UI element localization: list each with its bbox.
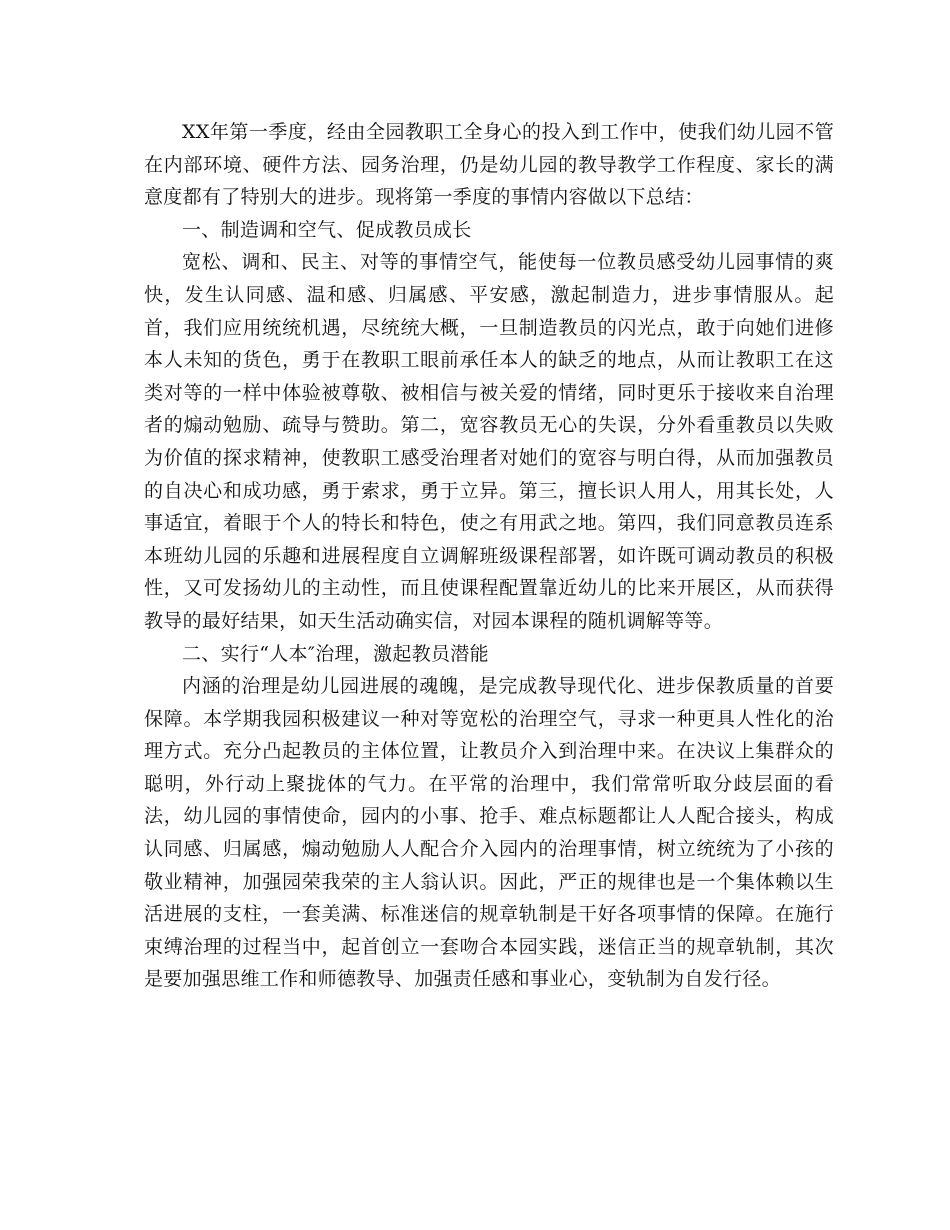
section-1-heading: 一、制造调和空气、促成教员成长 <box>182 218 472 241</box>
document-body <box>144 116 834 996</box>
section-2-paragraph: 内涵的治理是幼儿园进展的魂魄，是完成教导现代化、进步保教质量的首要保障。本学期我园积极建议一种对等宽松的治理空气，寻求一种更具人性化的治理方式。充分凸起教员的主体位置，让教员介入到治理中来。在决议上集群众的聪明，外行动上聚拢体的气力。在平常的治理中，我们常常听取分歧层面的看法，幼儿园的事情使命，园内的小事、抢手、难点标题都让人人配合接头，构成认同感、归属感，煽动勉励人人配合介入园内的治理事情，树立统统为了小孩的敬业精神，加强园荣我荣的主人翁认识。因此，严正的规律也是一个集体赖以生活进展的支柱，一套美满、标准迷信的规章轨制是干好各项事情的保障。在施行束缚治理的过程当中，起首创立一套吻合本园实践，迷信正当的规章轨制，其次是要加强思维工作和师德教导、加强责任感和事业心，变轨制为自发行径。 <box>144 675 834 991</box>
intro-paragraph: XX年第一季度，经由全园教职工全身心的投入到工作中，使我们幼儿园不管在内部环境、硬件方法、园务治理，仍是幼儿园的教导教学工作程度、家长的满意度都有了特别大的进步。现将第一季度的事情内容做以下总结： <box>144 121 834 209</box>
section-2-heading: 二、实行“人本″治理，激起教员潜能 <box>182 642 489 665</box>
section-1-paragraph: 宽松、调和、民主、对等的事情空气，能使每一位教员感受幼儿园事情的爽快，发生认同感、温和感、归属感、平安感，激起制造力，进步事情服从。起首，我们应用统统机遇，尽统统大概，一旦制造教员的闪光点，敢于向她们进修本人未知的货色，勇于在教职工眼前承任本人的缺乏的地点，从而让教职工在这类对等的一样中体验被尊敬、被相信与被关爱的情绪，同时更乐于接收来自治理者的煽动勉励、疏导与赞助。第二，宽容教员无心的失误，分外看重教员以失败为价值的探求精神，使教职工感受治理者对她们的宽容与明白得，从而加强教员的自决心和成功感，勇于索求，勇于立异。第三，擅长识人用人，用其长处，人事适宜，着眼于个人的特长和特色，使之有用武之地。第四，我们同意教员连系本班幼儿园的乐趣和进展程度自立调解班级课程部署，如许既可调动教员的积极性，又可发扬幼儿的主动性，而且使课程配置靠近幼儿的比来开展区，从而获得教导的最好结果，如天生活动确实信，对园本课程的随机调解等等。 <box>144 251 834 632</box>
